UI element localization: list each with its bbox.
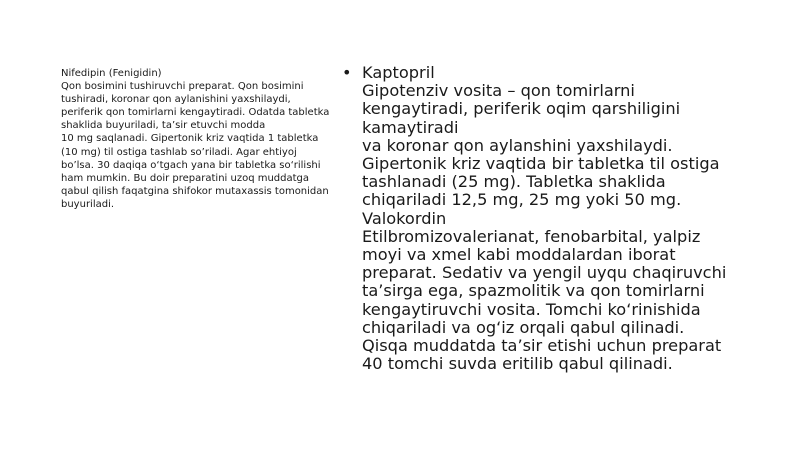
nifedipin-title: Nifedipin (Fenigidin) <box>61 68 162 79</box>
bullet-icon: • <box>342 63 352 82</box>
kaptopril-description: Gipotenziv vosita – qon tomirlarni kengaytiradi, periferik oqim qarshiligini kamaytiradi va koronar qon aylanshini yaxshilaydi. Gipertonik kriz vaqtida bir tabletka til ostiga tashlanadi (25 mg). Tabletka shaklida chiqariladi 12,5 mg, 25 mg yoki 50 mg. <box>362 81 720 210</box>
valokordin-description: Etilbromizovalerianat, fenobarbital, yalpiz moyi va xmel kabi moddalardan iborat preparat. Sedativ va yengil uyqu chaqiruvchi ta’sirga ega, spazmolitik va qon tomirlarni kengaytiruvchi vosita. Tomchi ko‘rinishida chiqariladi va og‘iz orqali qabul qilinadi. Qisqa muddatda ta’sir etishi uchun preparat 40 tomchi suvda eritilib qabul qilinadi. <box>362 226 727 374</box>
list-item <box>338 64 758 373</box>
valokordin-heading: Valokordin <box>362 208 447 228</box>
left-text-block <box>61 67 343 211</box>
nifedipin-description: Qon bosimini tushiruvchi preparat. Qon bosimini tushiradi, koronar qon aylanishini yaxshilaydi, periferik qon tomirlarni kengaytiradi. Odatda tabletka shaklida buyuriladi, ta’sir etuvchi modda 10 mg saqlanadi. Gipertonik kriz vaqtida 1 tabletka (10 mg) til ostiga tashlab so’riladi. Agar ehtiyoj bo’lsa. 30 daqiqa o‘tgach yana bir tabletka so‘rilishi ham mumkin. Bu doir preparatini uzoq muddatga qabul qilish faqatgina shifokor mutaxassis tomonidan buyuriladi. <box>61 81 330 210</box>
bullet-list <box>338 64 758 373</box>
kaptopril-heading: Kaptopril <box>362 63 435 82</box>
right-text-block <box>338 64 758 373</box>
